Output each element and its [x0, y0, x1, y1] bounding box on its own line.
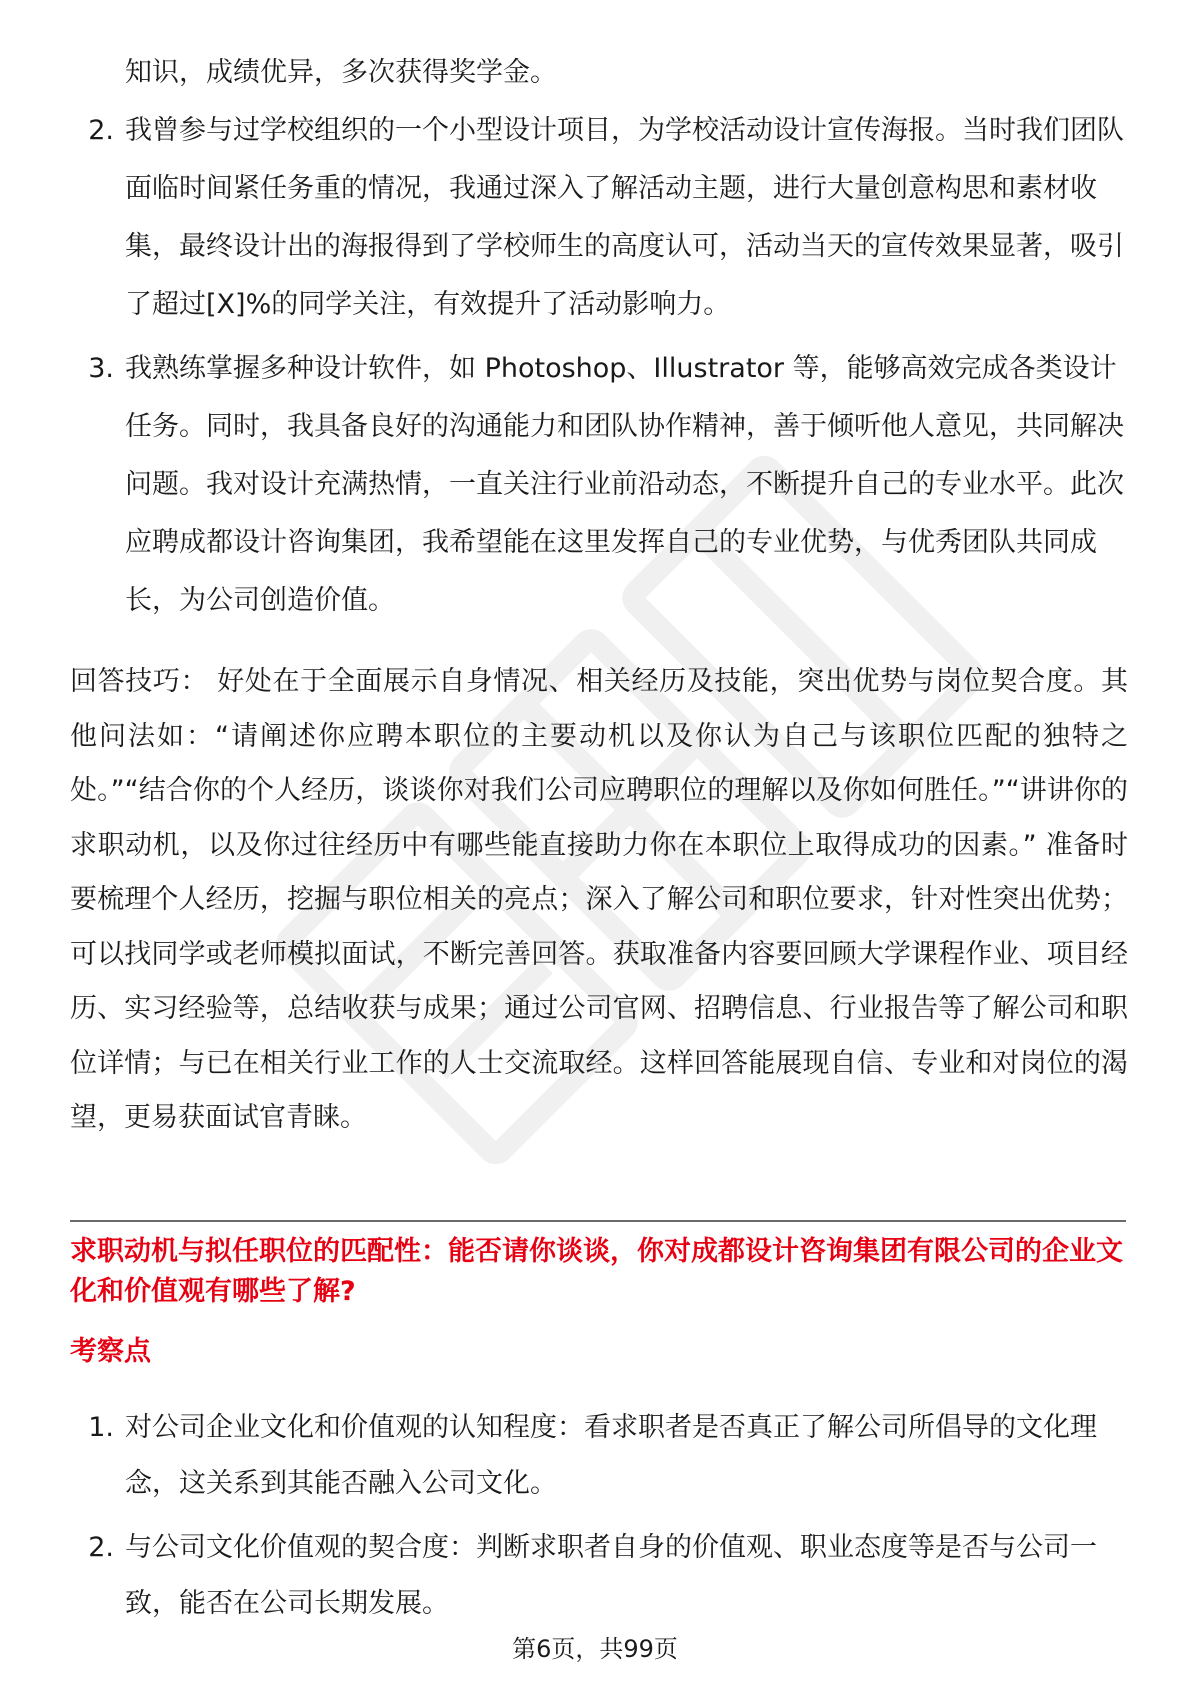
question-title: 求职动机与拟任职位的匹配性：能否请你谈谈，你对成都设计咨询集团有限公司的企业文化和价值观有哪些了解?: [70, 1236, 1123, 1307]
list-item-text: 我曾参与过学校组织的一个小型设计项目，为学校活动设计宣传海报。当时我们团队面临时间紧任务重的情况，我通过深入了解活动主题，进行大量创意构思和素材收集，最终设计出的海报得到了学校师生的高度认可，活动当天的宣传效果显著，吸引了超过[X]%的同学关注，有效提升了活动影响力。: [125, 115, 1124, 320]
list-item-number: 1.: [88, 1412, 114, 1443]
list-item-text: 我熟练掌握多种设计软件，如 Photoshop、Illustrator 等，能够高效完成各类设计任务。同时，我具备良好的沟通能力和团队协作精神，善于倾听他人意见，共同解决问题。我对设计充满热情，一直关注行业前沿动态，不断提升自己的专业水平。此次应聘成都设计咨询集团，我希望能在这里发挥自己的专业优势，与优秀团队共同成长，为公司创造价值。: [125, 353, 1124, 616]
assessment-points-list: [88, 1400, 1127, 1640]
list-item: [88, 340, 1127, 630]
page-footer: 第6页，共99页: [512, 1635, 678, 1663]
list-item-number: 2.: [88, 115, 114, 146]
section-label: 考察点: [70, 1336, 151, 1367]
list-item: [88, 102, 1127, 334]
answer-tips-paragraph: 回答技巧： 好处在于全面展示自身情况、相关经历及技能，突出优势与岗位契合度。其他问法如：“请阐述你应聘本职位的主要动机以及你认为自己与该职位匹配的独特之处。”“结合你的个人经历，谈谈你对我们公司应聘职位的理解以及你如何胜任。”“讲讲你的求职动机，以及你过往经历中有哪些能直接助力你在本职位上取得成功的因素。” 准备时要梳理个人经历，挖掘与职位相关的亮点；深入了解公司和职位要求，针对性突出优势；可以找同学或老师模拟面试，不断完善回答。获取准备内容要回顾大学课程作业、项目经历、实习经验等，总结收获与成果；通过公司官网、招聘信息、行业报告等了解公司和职位详情；与已在相关行业工作的人士交流取经。这样回答能展现自信、专业和对岗位的渴望，更易获面试官青睐。: [70, 666, 1128, 1133]
continuation-line: 知识，成绩优异，多次获得奖学金。: [125, 57, 557, 88]
list-item-text: 与公司文化价值观的契合度：判断求职者自身的价值观、职业态度等是否与公司一致，能否在公司长期发展。: [125, 1532, 1097, 1619]
experience-list: [88, 102, 1127, 636]
list-item-number: 3.: [88, 353, 114, 384]
section-divider: [70, 1220, 1126, 1222]
list-item: [88, 1400, 1127, 1512]
list-item-text: 对公司企业文化和价值观的认知程度：看求职者是否真正了解公司所倡导的文化理念，这关系到其能否融入公司文化。: [125, 1412, 1097, 1499]
list-item-number: 2.: [88, 1532, 114, 1563]
list-item: [88, 1520, 1127, 1632]
